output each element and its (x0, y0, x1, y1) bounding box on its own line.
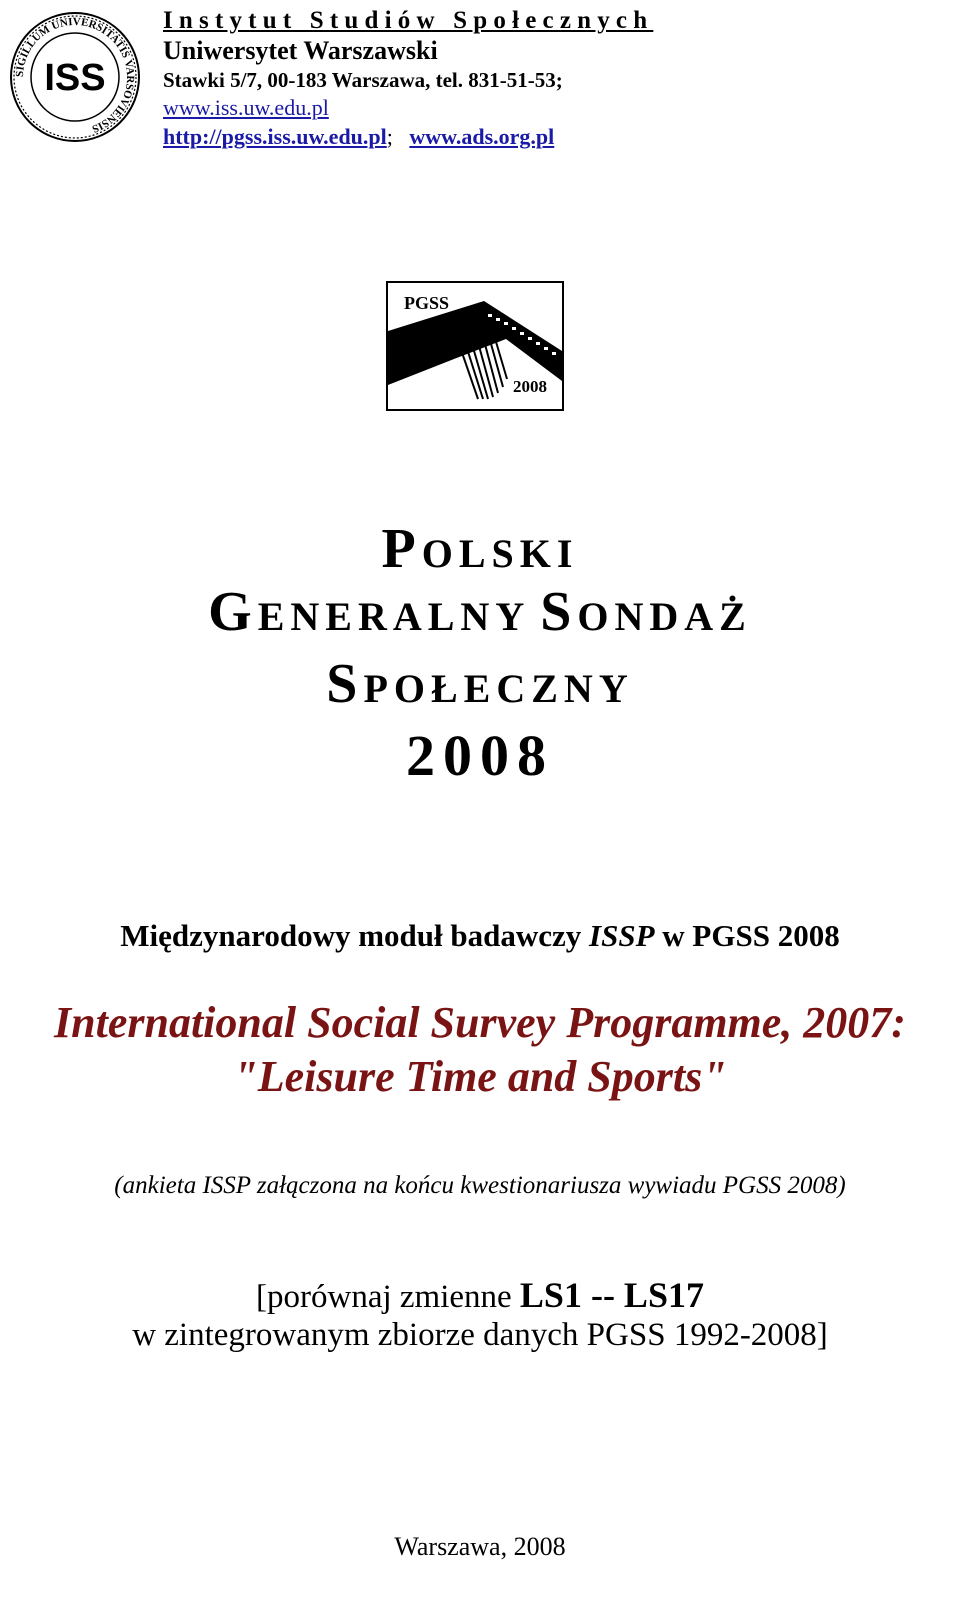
link-separator: ; (386, 124, 393, 149)
compare-variables: [porównaj zmienne LS1 -- LS17 w zintegrowanym zbiorze danych PGSS 1992-2008] (0, 1276, 960, 1354)
university-name: Uniwersytet Warszawski (163, 36, 438, 65)
issp-title-line-2: "Leisure Time and Sports" (233, 1052, 727, 1101)
title-year: 2008 (406, 723, 554, 788)
page-header (8, 6, 948, 156)
issp-title-line-1: International Social Survey Programme, 2007: (54, 998, 906, 1047)
pgss-link[interactable]: http://pgss.iss.uw.edu.pl (163, 124, 387, 149)
footer-place-date: Warszawa, 2008 (394, 1532, 566, 1561)
iss-seal-logo (8, 10, 142, 144)
logo-label-year: 2008 (513, 377, 547, 396)
seal-text: ISS (44, 57, 106, 99)
module-description: Międzynarodowy moduł badawczy ISSP w PGSS 2008 (120, 918, 840, 953)
institute-address: Stawki 5/7, 00-183 Warszawa, tel. 831-51-53; (163, 68, 563, 92)
website-link[interactable]: www.iss.uw.edu.pl (163, 95, 329, 120)
links-row (163, 122, 943, 152)
logo-label-pgss: PGSS (404, 293, 450, 313)
questionnaire-note: (ankieta ISSP załączona na końcu kwestionariusza wywiadu PGSS 2008) (114, 1172, 846, 1199)
institute-name: Instytut Studiów Społecznych (163, 7, 654, 34)
variable-range: LS1 -- LS17 (519, 1275, 704, 1315)
title-line-3: SPOŁECZNY (326, 653, 634, 715)
issp-programme-title (0, 996, 960, 1104)
title-line-2: GENERALNY SONDAŻ (208, 581, 752, 643)
svg-text:SIGILLUM UNIVERSITATIS VARSOVI: SIGILLUM UNIVERSITATIS VARSOVIENSIS (13, 15, 137, 135)
pgss-logo (386, 281, 564, 411)
institute-info (163, 6, 943, 152)
compare-line-2: w zintegrowanym zbiorze danych PGSS 1992-2008] (132, 1317, 828, 1353)
ads-link[interactable]: www.ads.org.pl (409, 124, 555, 149)
title-line-1: POLSKI (381, 518, 579, 580)
